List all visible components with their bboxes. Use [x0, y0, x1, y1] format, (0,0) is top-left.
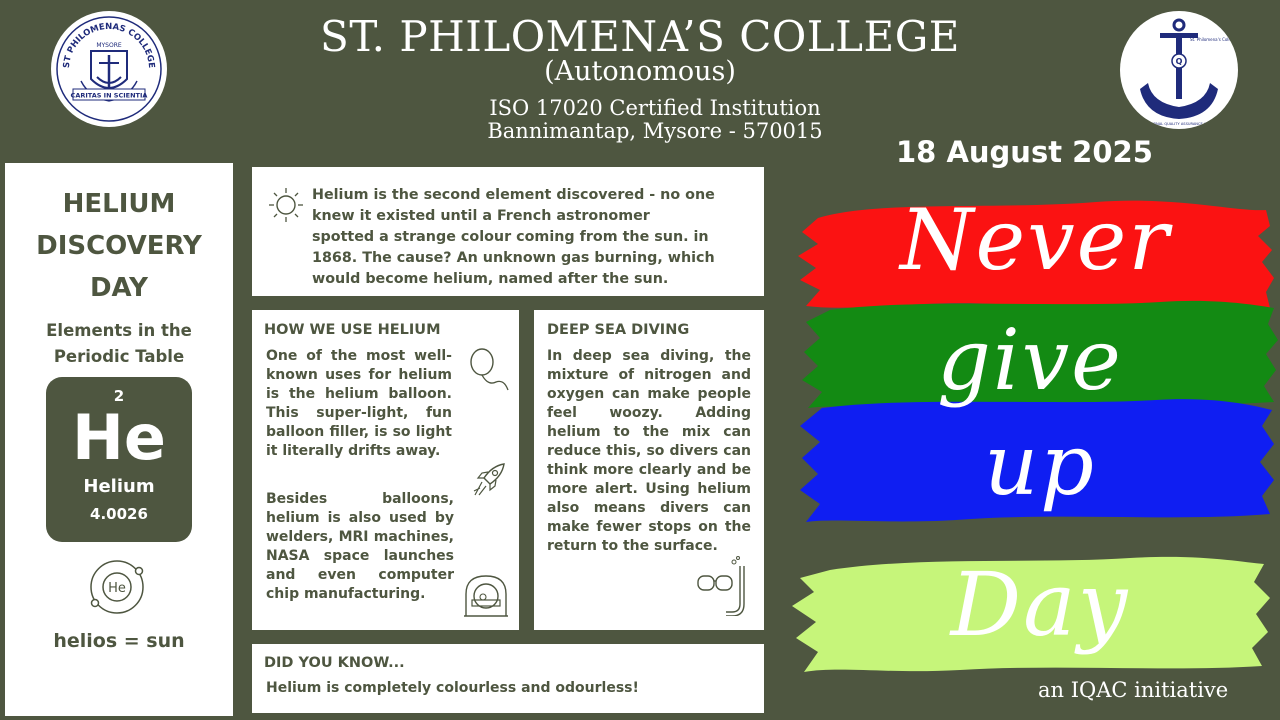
svg-text:MYSORE: MYSORE — [96, 42, 122, 49]
helium-uses-card — [252, 310, 519, 630]
college-name: ST. PHILOMENA’S COLLEGE — [320, 12, 960, 61]
discovery-day-title: HELIUM DISCOVERY DAY — [36, 189, 202, 303]
svg-text:St. Philomena's College: St. Philomena's College — [1190, 37, 1237, 42]
banner-word-day: Day — [950, 553, 1130, 656]
element-name: Helium — [83, 476, 155, 497]
intro-card — [252, 167, 764, 296]
svg-text:CARITAS IN SCIENTIA: CARITAS IN SCIENTIA — [70, 91, 148, 100]
helios-note: helios = sun — [53, 630, 185, 652]
snorkel-mask-icon — [694, 556, 750, 616]
banner-word-never: Never — [900, 191, 1171, 289]
fact-heading: DID YOU KNOW... — [264, 655, 405, 671]
svg-text:INTERNAL QUALITY ASSURANCE CEL: INTERNAL QUALITY ASSURANCE CELL — [1145, 122, 1213, 126]
svg-text:Q: Q — [1175, 57, 1183, 66]
diving-heading: DEEP SEA DIVING — [547, 322, 690, 338]
fact-text: Helium is completely colourless and odourless! — [266, 680, 639, 696]
did-you-know-card — [252, 644, 764, 713]
iqac-initiative-label: an IQAC initiative — [1038, 678, 1229, 702]
uses-heading: HOW WE USE HELIUM — [264, 322, 441, 338]
iso-certification: ISO 17020 Certified Institution — [489, 96, 821, 120]
deep-sea-diving-card — [534, 310, 764, 630]
banner-word-up: up — [984, 416, 1096, 514]
periodic-table-subtitle: Elements in the Periodic Table — [46, 321, 192, 366]
uses-paragraph-1: One of the most well-known uses for helium is the helium balloon. This super-light, fun balloon filler, is so light it literally drifts away. — [266, 348, 452, 459]
mri-machine-icon — [462, 572, 510, 618]
college-address: Bannimantap, Mysore - 570015 — [487, 119, 823, 143]
uses-paragraph-2: Besides balloons, helium is also used by welders, MRI machines, NASA space launches and even computer chip manufacturing. — [266, 491, 454, 602]
atomic-number: 2 — [113, 387, 125, 405]
element-info-panel — [5, 163, 233, 716]
svg-text:He: He — [108, 581, 126, 596]
atom-icon — [87, 557, 147, 617]
intro-text: Helium is the second element discovered - no one knew it existed until a French astronomer spotted a strange colour coming from the sun. in 1868. The cause? An unknown gas burning, which would become helium, named after the sun. — [312, 187, 715, 287]
event-date: 18 August 2025 — [896, 135, 1153, 169]
sun-icon — [264, 185, 306, 225]
svg-text:ST PHILOMENAS COLLEGE: ST PHILOMENAS COLLEGE — [61, 21, 157, 69]
autonomous-label: (Autonomous) — [544, 56, 736, 87]
banner-word-give: give — [937, 311, 1123, 409]
balloon-icon — [466, 346, 512, 396]
diving-paragraph: In deep sea diving, the mixture of nitrogen and oxygen can make people feel woozy. Adding helium to the mix can reduce this, so divers can think more clearly and be more alert. Using helium also means divers can make fewer stops on the return to the surface. — [547, 348, 751, 554]
atomic-weight: 4.0026 — [90, 505, 148, 523]
element-symbol: He — [72, 401, 166, 474]
helium-element-tile — [46, 377, 192, 542]
rocket-icon — [470, 460, 510, 500]
